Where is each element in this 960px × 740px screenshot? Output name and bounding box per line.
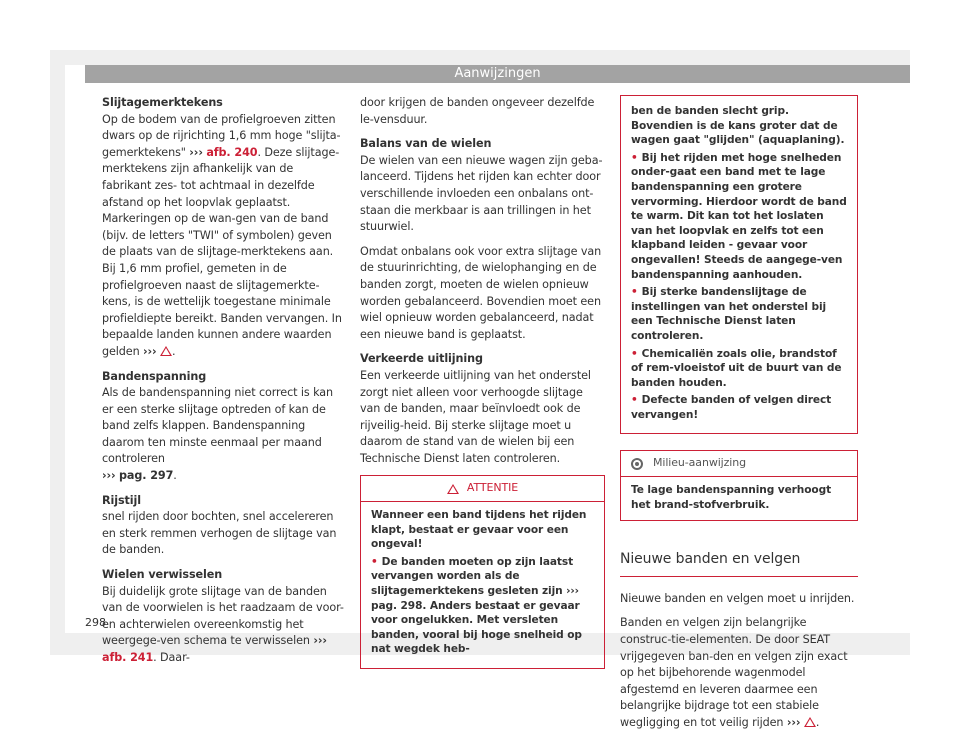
environment-box	[620, 450, 858, 521]
paragraph: Een verkeerde uitlijning van het onderstel zorgt niet alleen voor verhoogde slijtage van de banden, maar beïnvloedt ook de rijveilig-heid. Bij sterke slijtage moet u daarom de stand van de wielen bij een Technische Dienst laten controleren.	[360, 368, 591, 465]
figure-link[interactable]: afb. 240	[206, 145, 258, 159]
column-3	[620, 95, 858, 740]
text: Als de bandenspanning niet correct is kan er een sterke slijtage optreden of kan de band zelfs klappen. Bandenspanning daarom ten minste eenmaal per maand controleren	[102, 386, 334, 466]
warning-icon	[447, 484, 459, 494]
page-link[interactable]: pag. 298	[371, 599, 423, 612]
attention-label: ATTENTIE	[466, 481, 519, 495]
heading-wielen-verwisselen: Wielen verwisselen	[102, 568, 223, 582]
paragraph: Banden en velgen zijn belangrijke construc-tie-elementen. De door SEAT vrijgegeven ban-den en velgen zijn exact op het bijbehorende wagenmodel afgestemd en leveren daarmee een belangrijke bijdrage tot een stabiele wegligging en tot veilig rijden ››› .	[620, 616, 848, 729]
warning-icon[interactable]	[160, 346, 172, 356]
text: . Anders bestaat er gevaar voor ongelukken. Met versleten banden, vooral bij hoge snelheid op nat wegdek heb-	[371, 599, 582, 656]
paragraph	[102, 584, 344, 667]
text: De banden moeten op zijn laatst vervangen worden als de slijtagemerktekens gesleten zijn	[371, 555, 574, 598]
environment-icon	[631, 458, 643, 470]
environment-label: Milieu-aanwijzing	[653, 456, 747, 470]
paragraph: Als de bandenspanning niet correct is kan er een sterke slijtage optreden of kan de band zelfs klappen. Bandenspanning daarom ten minste eenmaal per maand controleren ››› pag. 297.	[102, 386, 334, 483]
paragraph: Nieuwe banden en velgen moet u inrijden.	[620, 591, 855, 605]
page-header: Aanwijzingen	[85, 65, 910, 83]
attention-bullet: • Chemicaliën zoals olie, brandstof of rem-vloeistof uit de buurt van de banden houden.	[631, 347, 847, 391]
page-link[interactable]: pag. 297	[119, 469, 174, 483]
heading-rijstijl: Rijstijl	[102, 493, 141, 507]
attention-body	[361, 502, 604, 668]
page-number: 298	[85, 616, 106, 629]
attention-bullet: • Bij het rijden met hoge snelheden onder-gaat een band met te lage bandenspanning een grotere vervorming. Hierdoor wordt de band te warm. Dit kan tot het loslaten van het loopvlak en zelfs tot een klapband leiden - gevaar voor ongevallen! Steeds de aangege-ven bandenspanning aanhouden.	[631, 151, 847, 282]
heading-balans: Balans van de wielen	[360, 137, 492, 151]
paragraph: door krijgen de banden ongeveer dezelfde le-vensduur.	[360, 96, 595, 126]
heading-slijtagemerktekens: Slijtagemerktekens	[102, 96, 223, 109]
column-1	[102, 95, 344, 675]
heading-uitlijning: Verkeerde uitlijning	[360, 352, 483, 366]
figure-link[interactable]: afb. 241	[102, 651, 154, 664]
arrows-icon: ›››	[143, 344, 157, 358]
text: . Deze slijtage-merktekens zijn afhankelijk van de fabrikant zes- tot achtmaal in dezelfde afstand op het loopvlak geplaatst. Markeringen op de wan-gen van de band (bijv. de letters "TWI" of symbolen) geven de plaats van de slijtage-merktekens aan. Bij 1,6 mm profiel, gemeten in de profielgroeven naast de slijtagemerkte-kens, is de wettelijk toegestane minimale profieldiepte bereikt. Banden vervangen. In bepaalde landen kunnen andere waarden gelden	[102, 145, 342, 358]
paragraph: snel rijden door bochten, snel accelereren en sterk remmen verhogen de slijtage van de banden.	[102, 510, 337, 557]
warning-icon[interactable]	[804, 717, 816, 727]
column-2	[360, 95, 605, 669]
environment-header	[621, 451, 857, 477]
arrows-icon: ›››	[102, 469, 116, 483]
attention-bullet: • Bij sterke bandenslijtage de instellingen van het onderstel bij een Technische Dienst laten controleren.	[631, 285, 847, 343]
attention-bullet	[371, 555, 594, 657]
attention-header	[361, 476, 604, 502]
attention-box	[360, 475, 605, 669]
text: Banden en velgen zijn belangrijke construc-tie-elementen. De door SEAT vrijgegeven ban-den en velgen zijn exact op het bijbehorende wagenmodel afgestemd en leveren daarmee een belangrijke bijdrage tot een stabiele wegligging en tot veilig rijden	[620, 616, 848, 729]
environment-text: Te lage bandenspanning verhoogt het brand-stofverbruik.	[631, 484, 832, 511]
text: Op de bodem van de profielgroeven zitten dwars op de rijrichting 1,6 mm hoge "slijta-gemerktekens"	[102, 112, 341, 159]
paragraph: Op de bodem van de profielgroeven zitten dwars op de rijrichting 1,6 mm hoge "slijta-gemerktekens" ››› afb. 240. Deze slijtage-merktekens zijn afhankelijk van de fabrikant zes- tot achtmaal in dezelfde afstand op het loopvlak geplaatst. Markeringen op de wan-gen van de band (bijv. de letters "TWI" of symbolen) geven de plaats van de slijtage-merktekens aan. Bij 1,6 mm profiel, gemeten in de profielgroeven naast de slijtagemerkte-kens, is de wettelijk toegestane minimale profieldiepte bereikt. Banden vervangen. In bepaalde landen kunnen andere waarden gelden ››› .	[102, 112, 342, 358]
arrows-icon: ›››	[313, 634, 327, 648]
text: Bij duidelijk grote slijtage van de banden van de voorwielen is het raadzaam de voor- en achterwielen overeenkomstig het weergege-ven schema te verwisselen	[102, 584, 344, 648]
text: . Daar-	[153, 651, 190, 664]
arrows-icon: ›››	[566, 585, 579, 598]
attention-bullet: • Defecte banden of velgen direct vervangen!	[631, 393, 847, 422]
paragraph: De wielen van een nieuwe wagen zijn geba-lanceerd. Tijdens het rijden kan echter door verschillende invloeden een onbalans ont-staan die merkbaar is aan trillingen in het stuurwiel.	[360, 153, 603, 234]
arrows-icon: ›››	[786, 716, 801, 729]
arrows-icon: ›››	[189, 145, 203, 159]
attention-text: ben de banden slecht grip. Bovendien is de kans groter dat de wagen gaat "glijden" (aquaplaning).	[631, 105, 845, 147]
paragraph: Omdat onbalans ook voor extra slijtage van de stuurinrichting, de wielophanging en de banden zorgt, moeten de wielen opnieuw worden gebalanceerd. Bovendien moet een wiel opnieuw worden gebalanceerd, nadat een nieuwe band is geplaatst.	[360, 244, 602, 341]
heading-bandenspanning: Bandenspanning	[102, 369, 207, 383]
attention-text: Wanneer een band tijdens het rijden klapt, bestaat er gevaar voor een ongeval!	[371, 509, 587, 551]
section-title: Nieuwe banden en velgen	[620, 551, 858, 577]
attention-box-continued	[620, 95, 858, 434]
